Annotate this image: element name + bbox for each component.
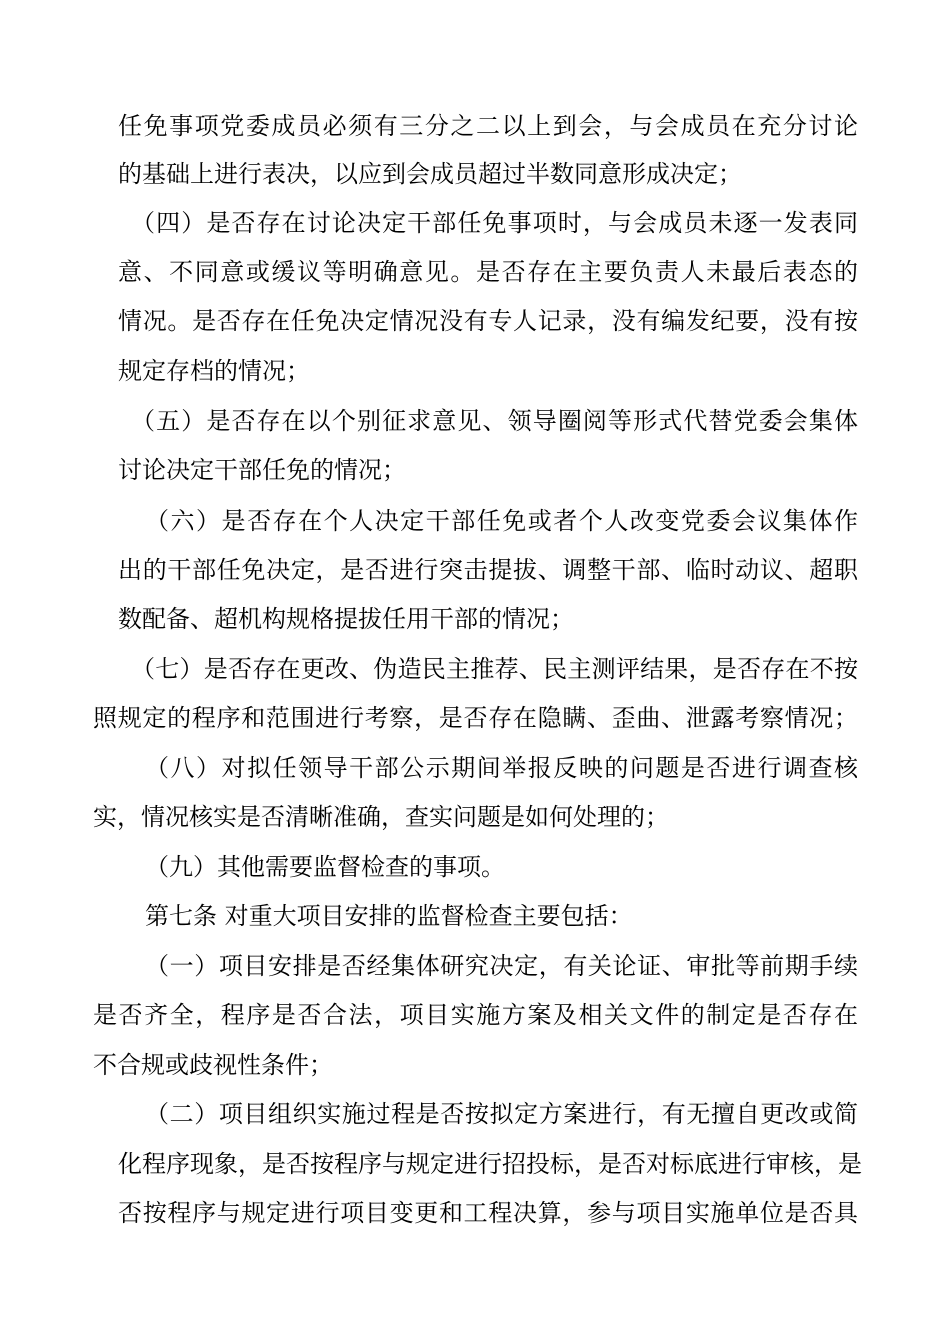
text-line: （七）是否存在更改、伪造民主推荐、民主测评结果，是否存在不按 [131,655,858,683]
text-line: （八）对拟任领导干部公示期间举报反映的问题是否进行调查核 [145,754,858,782]
text-line: （二）项目组织实施过程是否按拟定方案进行，有无擅自更改或简 [145,1100,858,1128]
text-line: 讨论决定干部任免的情况； [118,456,406,484]
text-line: 规定存档的情况； [118,357,310,385]
text-line: 否按程序与规定进行项目变更和工程决算，参与项目实施单位是否具 [118,1199,858,1227]
text-line: 的基础上进行表决，以应到会成员超过半数同意形成决定； [118,160,742,188]
text-line: 不合规或歧视性条件； [93,1051,333,1079]
text-line: 数配备、超机构规格提拔任用干部的情况； [118,605,574,633]
text-line: 实，情况核实是否清晰准确，查实问题是如何处理的； [93,803,669,831]
text-line: 意、不同意或缓议等明确意见。是否存在主要负责人未最后表态的 [118,258,858,286]
text-line: （六）是否存在个人决定干部任免或者个人改变党委会议集体作 [145,507,858,535]
text-line: 是否齐全，程序是否合法，项目实施方案及相关文件的制定是否存在 [93,1001,858,1029]
text-line: 第七条 对重大项目安排的监督检查主要包括： [145,902,633,930]
text-line: （九）其他需要监督检查的事项。 [145,853,505,881]
text-line: 出的干部任免决定，是否进行突击提拔、调整干部、临时动议、超职 [118,556,858,584]
text-line: 化程序现象，是否按程序与规定进行招投标，是否对标底进行审核，是 [118,1150,862,1178]
text-line: 任免事项党委成员必须有三分之二以上到会，与会成员在充分讨论 [118,112,858,140]
text-line: 情况。是否存在任免决定情况没有专人记录，没有编发纪要，没有按 [118,307,858,335]
text-line: （一）项目安排是否经集体研究决定，有关论证、审批等前期手续 [145,952,858,980]
text-line: 照规定的程序和范围进行考察，是否存在隐瞒、歪曲、泄露考察情况； [93,704,858,732]
text-line: （四）是否存在讨论决定干部任免事项时，与会成员未逐一发表同 [131,209,858,237]
text-line: （五）是否存在以个别征求意见、领导圈阅等形式代替党委会集体 [131,407,858,435]
